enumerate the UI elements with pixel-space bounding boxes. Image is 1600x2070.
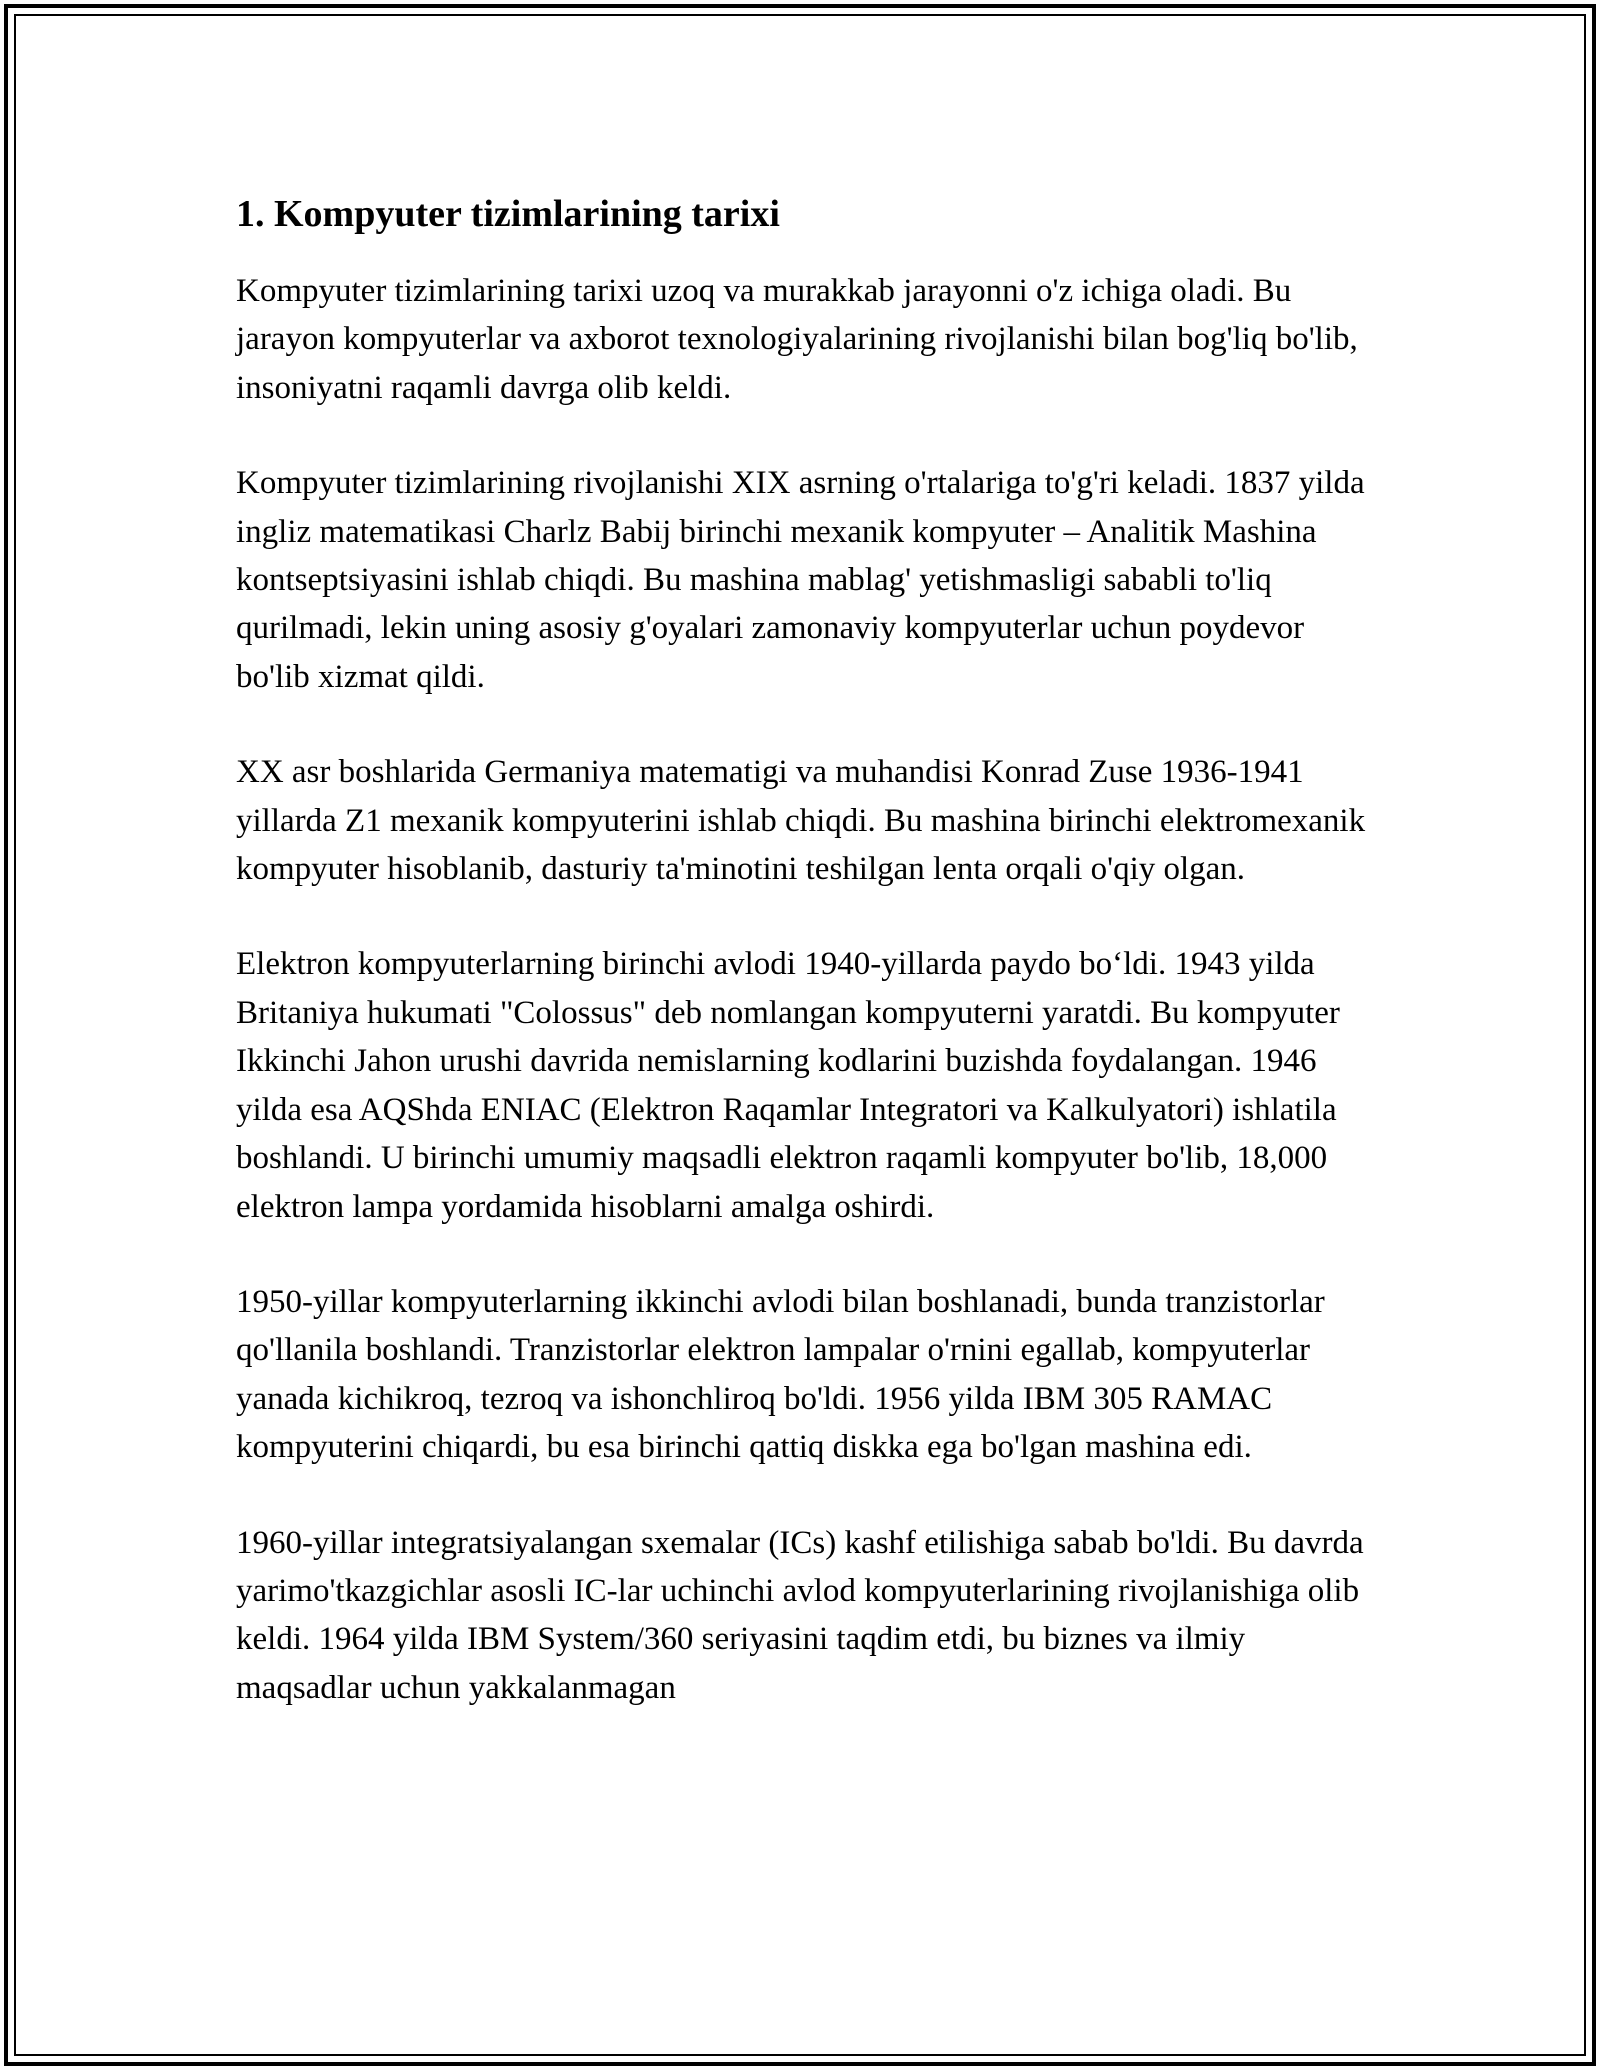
section-heading: 1. Kompyuter tizimlarining tarixi — [236, 193, 780, 235]
paragraph-1: Kompyuter tizimlarining tarixi uzoq va murakkab jarayonni o'z ichiga oladi. Bu jarayon kompyuterlar va axborot texnologiyalarining rivojlanishi bilan bog'liq bo'lib, insoniyatni raqamli davrga olib keldi. — [236, 273, 1358, 406]
paragraph-2: Kompyuter tizimlarining rivojlanishi XIX asrning o'rtalariga to'g'ri keladi. 1837 yilda ingliz matematikasi Charlz Babij birinchi mexanik kompyuter – Analitik Mashina kontseptsiyasini ishlab chiqdi. Bu mashina mablag' yetishmasligi sababli to'liq qurilmadi, lekin uning asosiy g'oyalari zamonaviy kompyuterlar uchun poydevor bo'lib xizmat qildi. — [236, 465, 1365, 695]
paragraph-6: 1960-yillar integratsiyalangan sxemalar (ICs) kashf etilishiga sabab bo'ldi. Bu davrda yarimo'tkazgichlar asosli IC-lar uchinchi avlod kompyuterlarining rivojlanishiga olib keldi. 1964 yilda IBM System/360 seriyasini taqdim etdi, bu biznes va ilmiy maqsadlar uchun yakkalanmagan — [236, 1524, 1364, 1706]
paragraph-5: 1950-yillar kompyuterlarning ikkinchi avlodi bilan boshlanadi, bunda tranzistorlar qo'llanila boshlandi. Tranzistorlar elektron lampalar o'rnini egallab, kompyuterlar yanada kichikroq, tezroq va ishonchliroq bo'ldi. 1956 yilda IBM 305 RAMAC kompyuterini chiqardi, bu esa birinchi qattiq diskka ega bo'lgan mashina edi. — [236, 1283, 1325, 1466]
paragraph-4: Elektron kompyuterlarning birinchi avlodi 1940-yillarda paydo bo‘ldi. 1943 yilda Britaniya hukumati "Colossus" deb nomlangan kompyuterni yaratdi. Bu kompyuter Ikkinchi Jahon urushi davrida nemislarning kodlarini buzishda foydalangan. 1946 yilda esa AQShda ENIAC (Elektron Raqamlar Integratori va Kalkulyatori) ishlatila boshlandi. U birinchi umumiy maqsadli elektron raqamli kompyuter bo'lib, 18,000 elektron lampa yordamida hisoblarni amalga oshirdi. — [236, 946, 1340, 1225]
paragraph-3: XX asr boshlarida Germaniya matematigi va muhandisi Konrad Zuse 1936-1941 yillarda Z1 mexanik kompyuterini ishlab chiqdi. Bu mashina birinchi elektromexanik kompyuter hisoblanib, dasturiy ta'minotini teshilgan lenta orqali o'qiy olgan. — [236, 754, 1366, 888]
document-body — [236, 186, 1366, 1759]
